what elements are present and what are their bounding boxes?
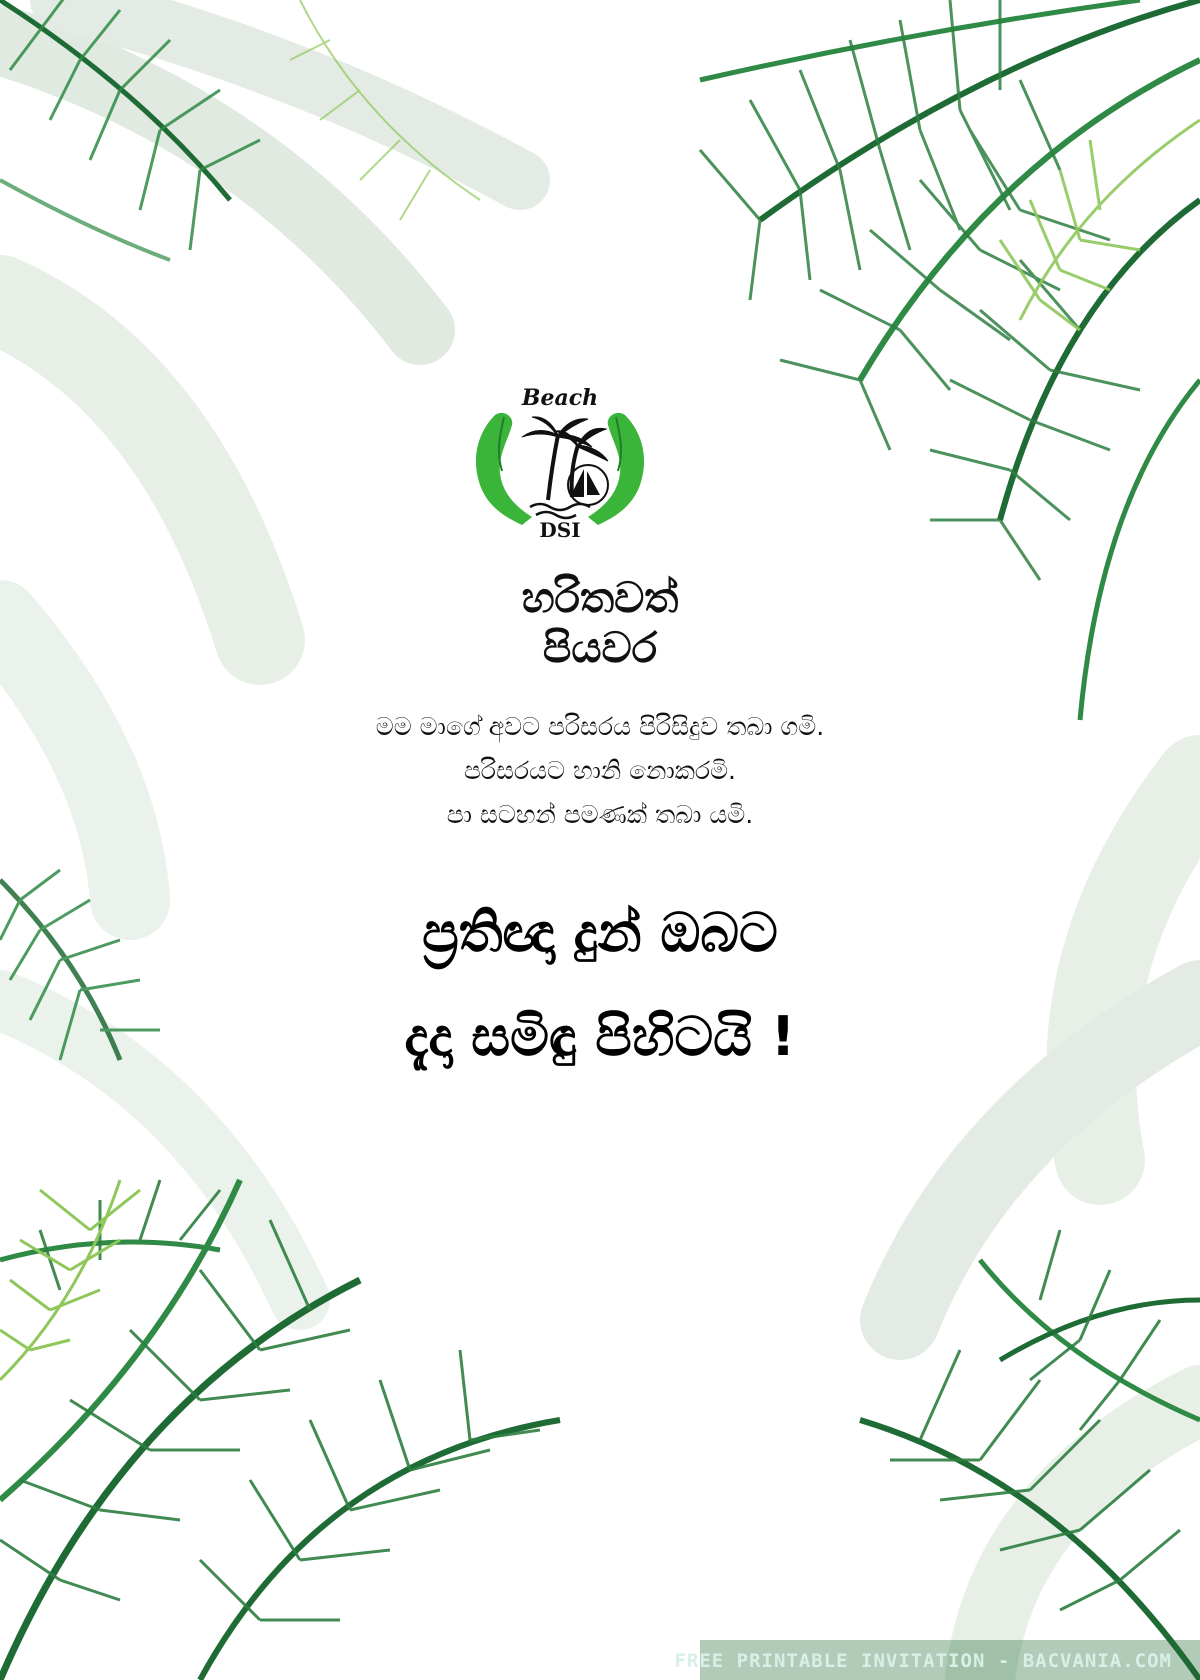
- sailboat-icon: [570, 469, 600, 497]
- logo-title-line-2: පියවර: [542, 623, 658, 672]
- thanks-line-2: දැදා සමිඳු පිහිටයි !: [404, 1005, 796, 1068]
- logo-badge-text: DSI: [539, 518, 581, 542]
- waves-icon: [530, 504, 590, 518]
- pledge-line-3: පා සටහන් පමණක් තබා යමි.: [446, 800, 754, 829]
- left-hand-icon: [476, 413, 532, 525]
- logo-title-line-1: හරිතවත්: [521, 573, 679, 622]
- thanks-line-1: ප්‍රතිඥා දුන් ඔබට: [422, 901, 778, 964]
- pledge-line-2: පරිසරයට හානි නොකරමි.: [463, 756, 737, 785]
- pledge-line-1: මම මාගේ අවට පරිසරය පිරිසිදුව තබා ගමි.: [375, 712, 825, 741]
- footer-watermark: FREE PRINTABLE INVITATION - BACVANIA.COM: [674, 1650, 1172, 1672]
- dsi-beach-logo: [460, 385, 660, 585]
- logo-script-text: Beach: [521, 385, 599, 411]
